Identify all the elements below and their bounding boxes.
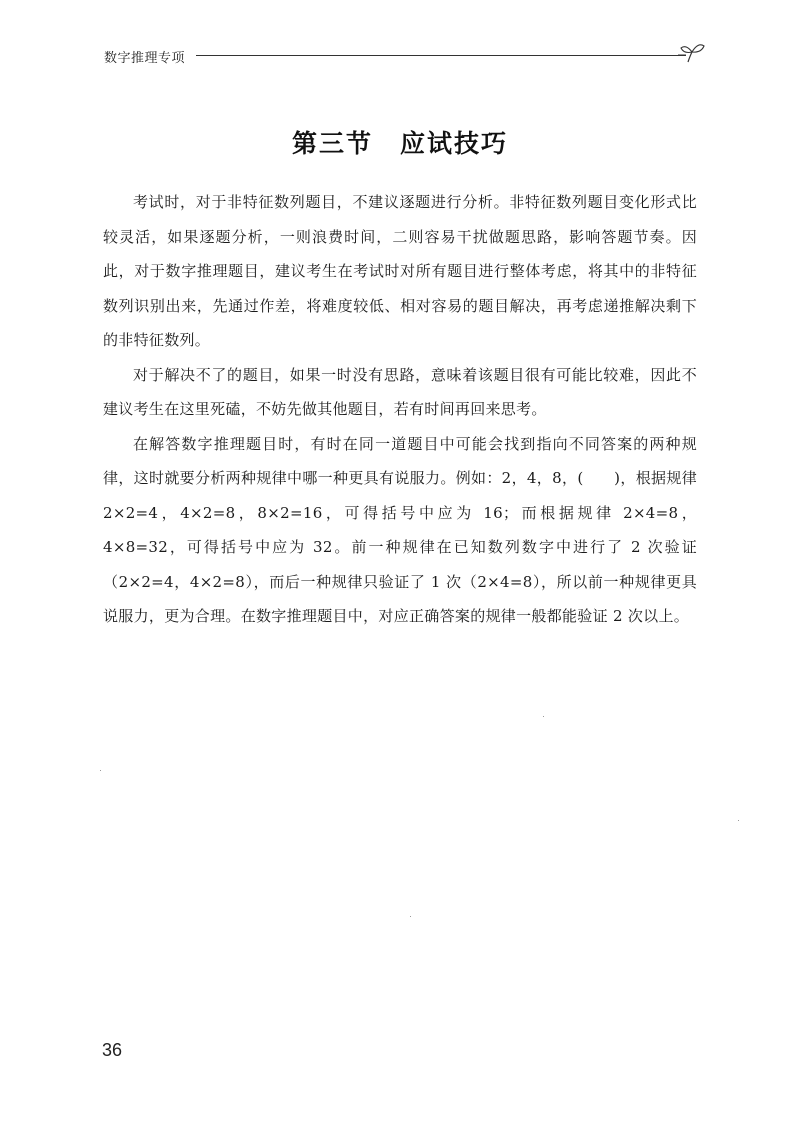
scan-speck bbox=[410, 916, 411, 917]
running-header-title: 数字推理专项 bbox=[104, 51, 186, 66]
scan-speck bbox=[100, 770, 101, 771]
page-number: 36 bbox=[102, 1040, 123, 1060]
header-rule bbox=[196, 55, 686, 56]
sprout-icon bbox=[678, 40, 708, 68]
body-text bbox=[103, 185, 697, 634]
section-title: 第三节 应试技巧 bbox=[291, 129, 508, 158]
paragraph: 考试时，对于非特征数列题目，不建议逐题进行分析。非特征数列题目变化形式比较灵活，如果逐题分析，一则浪费时间，二则容易干扰做题思路，影响答题节奏。因此，对于数字推理题目，建议考生在考试时对所有题目进行整体考虑，将其中的非特征数列识别出来，先通过作差，将难度较低、相对容易的题目解决，再考虑递推解决剩下的非特征数列。 bbox=[103, 193, 697, 349]
scan-speck bbox=[738, 820, 739, 821]
scan-speck bbox=[543, 716, 544, 717]
running-header bbox=[104, 40, 704, 68]
paragraph: 在解答数字推理题目时，有时在同一道题目中可能会找到指向不同答案的两种规律，这时就要分析两种规律中哪一种更具有说服力。例如：2，4，8，( )，根据规律 2×2=4，4×2=8，8×2=16，可得括号中应为 16；而根据规律 2×4=8，4×8=32，可得括号中应为 32。前一种规律在已知数列数字中进行了 2 次验证（2×2=4，4×2=8），而后一种规律只验证了 1 次（2×4=8），所以前一种规律更具说服力，更为合理。在数字推理题目中，对应正确答案的规律一般都能验证 2 次以上。 bbox=[103, 434, 697, 625]
paragraph: 对于解决不了的题目，如果一时没有思路，意味着该题目很有可能比较难，因此不建议考生在这里死磕，不妨先做其他题目，若有时间再回来思考。 bbox=[103, 365, 697, 418]
